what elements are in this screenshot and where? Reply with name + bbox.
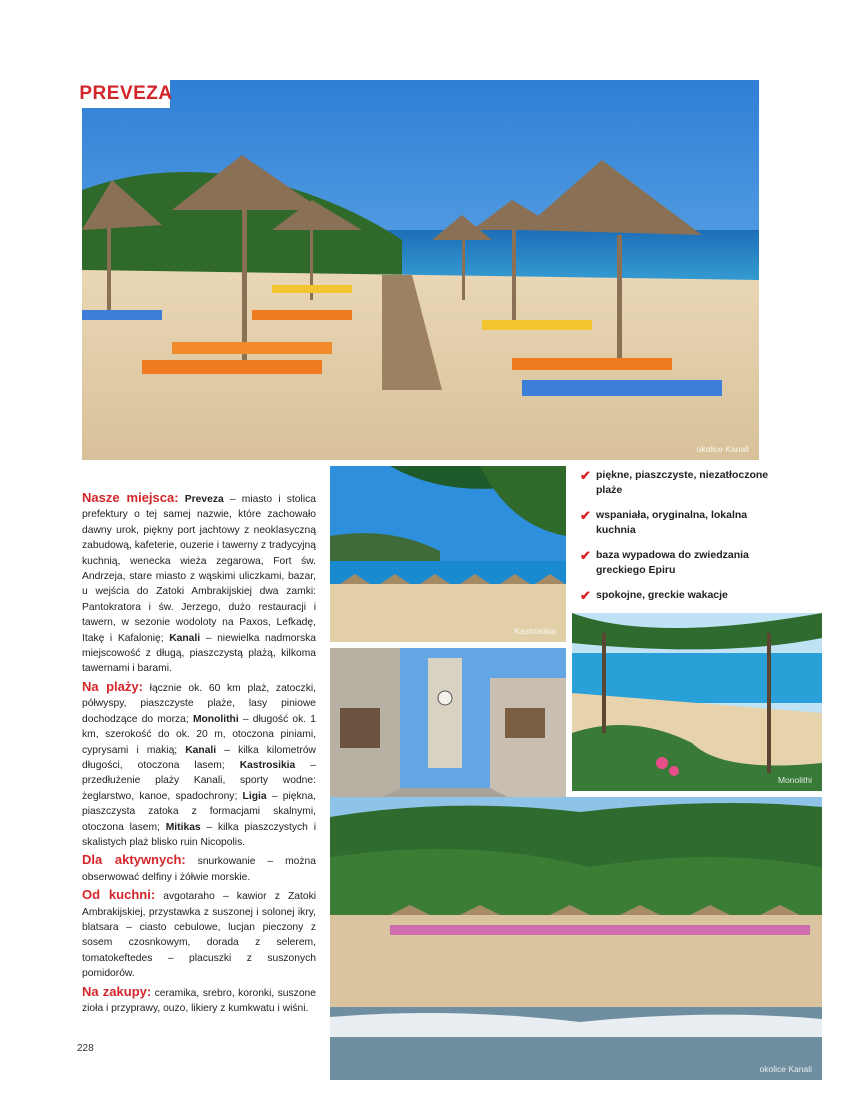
photo-caption: Kastrosikia <box>514 626 556 636</box>
article-text <box>82 490 316 1018</box>
section-dla-aktywnych: Dla aktywnych: snurkowanie – można obserwować delfiny i żółwie morskie. <box>82 852 316 883</box>
section-na-zakupy: Na zakupy: ceramika, srebro, koronki, suszone zioła i przyprawy, ouzo, likiery z kumkwatu i wiśni. <box>82 983 316 1014</box>
monolithi-photo <box>572 613 822 791</box>
section-na-plazy: Na plaży: łącznie ok. 60 km plaż, zatoczki, półwyspy, piaszczyste plaże, lasy piniowe dochodzące do morza; Monolithi – długość ok. 1 km, szerokość do ok. 20 m, otoczona piniami, cyprysami i makią; Kanali – kilka kilometrów długości, otoczona lasem; Kastrosikia – przedłużenie plaży Kanali, sporty wodne: żeglarstwo, kanoe, spadochrony; Ligia – piękna, piaszczysta zatoka z formacjami skalnymi, otoczona lasem; Mitikas – kilka piaszczystych i skalistych plaż blisko ruin Nicopolis. <box>82 678 317 848</box>
section-label: Na zakupy: <box>82 983 152 999</box>
kastrosikia-photo <box>330 466 566 642</box>
section-title <box>79 80 173 108</box>
photo-caption: okolice Kanali <box>759 1064 812 1074</box>
kanali-beach-photo <box>330 797 822 1080</box>
photo-caption: Monolithi <box>777 775 812 785</box>
checkmark-icon: ✔ <box>580 468 591 483</box>
checkmark-icon: ✔ <box>580 588 591 603</box>
highlights-list <box>580 468 770 613</box>
section-label: Od kuchni: <box>82 887 156 903</box>
checkmark-icon: ✔ <box>580 508 591 523</box>
section-label: Dla aktywnych: <box>82 852 186 868</box>
list-item: ✔ spokojne, greckie wakacje <box>580 588 728 603</box>
list-item: ✔ baza wypadowa do zwiedzania greckiego Epiru <box>580 548 749 576</box>
section-od-kuchni: Od kuchni: avgotaraho – kawior z Zatoki Ambrakijskiej, przystawka z suszonej i solonej ikry, blatsara – ciasto cebulowe, lucjan pieczony z sosem czosnkowym, dorada z selerem, tomatokeftedes – placuszki z suszonych pomidorów. <box>82 887 317 980</box>
page-title: PREVEZA <box>79 83 173 104</box>
photo-caption: okolice Kanali <box>696 444 749 454</box>
main-beach-photo <box>82 80 759 460</box>
page-number: 228 <box>77 1043 94 1054</box>
section-nasze-miejsca: Nasze miejsca: Preveza – miasto i stolica prefektury o tej samej nazwie, które zachowało dawny urok, piękny port jachtowy z neoklasyczną zabudową, kafeterie, ouzerie i tawerny z tradycyjną kuchnią, wenecka wieża zegarowa, Fort św. Andrzeja, stare miasto z wąskimi uliczkami, bazar, u wejścia do Zatoki Ambrakijskiej dwa zamki: Pantokratora i św. Jerzego, dużo restauracji i tawern, w sezonie wodoloty na Paxos, Lefkadę, Itakę i Kafalonię; Kanali – niewielka nadmorska miejscowość z długą, piaszczystą plażą, kilkoma tawernami i barami. <box>82 490 316 675</box>
section-label: Na plaży: <box>82 678 143 694</box>
section-label: Nasze miejsca: <box>82 490 179 505</box>
checkmark-icon: ✔ <box>580 548 591 563</box>
list-item: ✔ piękne, piaszczyste, niezatłoczone plaże <box>580 468 769 496</box>
list-item: ✔ wspaniała, oryginalna, lokalna kuchnia <box>580 508 748 536</box>
